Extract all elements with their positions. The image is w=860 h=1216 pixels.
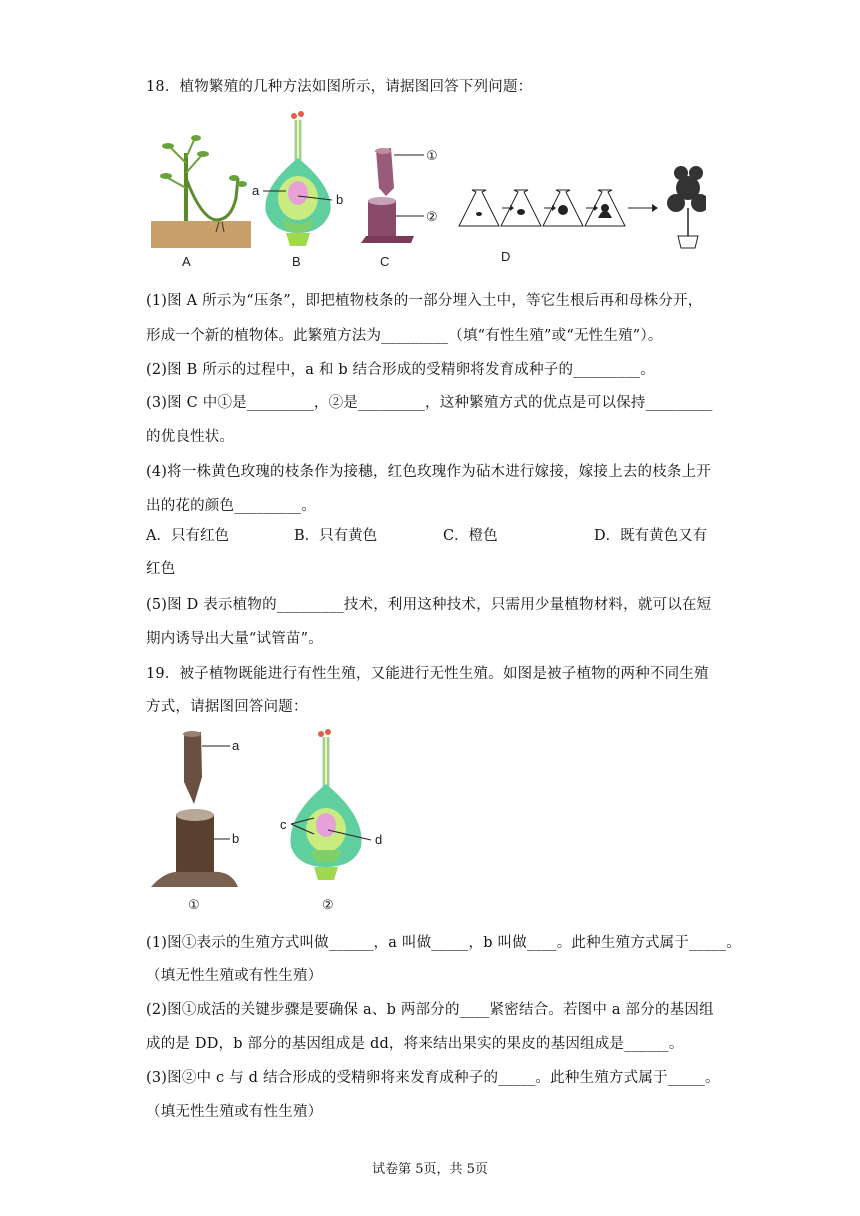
figure-2-label-d: d <box>375 832 383 847</box>
q18-option-b: B．只有黄色 <box>294 528 378 544</box>
q18-option-c: C．橙色 <box>443 528 498 544</box>
q18-figure <box>146 108 706 273</box>
figure-b-label-a: a <box>252 183 260 198</box>
q18-stem: 18．植物繁殖的几种方法如图所示，请据图回答下列问题： <box>146 79 533 95</box>
q18-part1-line1: (1)图 A 所示为“压条”，即把植物枝条的一部分埋入土中，等它生根后再和母株分开， <box>146 293 703 309</box>
figure-2-label: ② <box>322 897 334 912</box>
figure-d-label: D <box>501 249 511 264</box>
figure-d-potted-plant <box>667 166 706 248</box>
q19-part1-line2: （填无性生殖或有性生殖） <box>146 968 323 984</box>
q18-part3-line1: (3)图 C 中①是_________，②是_________，这种繁殖方式的优点是可以保持_________ <box>146 395 713 411</box>
q19-figure <box>146 722 406 917</box>
q18-part1-line2: 形成一个新的植物体。此繁殖方法为_________（填“有性生殖”或“无性生殖”）。 <box>146 328 663 344</box>
q19-part2-line2: 成的是 DD，b 部分的基因组成是 dd，将来结出果实的果皮的基因组成是______。 <box>146 1036 684 1052</box>
figure-b-label: B <box>292 254 301 269</box>
q18-part5-line2: 期内诱导出大量“试管苗”。 <box>146 631 323 647</box>
figure-c-grafting <box>361 148 414 243</box>
q18-option-d: D．既有黄色又有 <box>594 528 708 544</box>
figure-2-label-c: c <box>280 817 287 832</box>
q19-part1-line1: (1)图①表示的生殖方式叫做______，a 叫做_____，b 叫做____。此种生殖方式属于_____。 <box>146 935 741 951</box>
figure-1-label: ① <box>188 897 200 912</box>
figure-1-label-a: a <box>232 738 240 753</box>
q19-stem-line1: 19．被子植物既能进行有性生殖，又能进行无性生殖。如图是被子植物的两种不同生殖 <box>146 666 709 682</box>
figure-1-grafting <box>151 731 238 887</box>
figure-2-pistil <box>290 729 361 880</box>
q19-part3-line1: (3)图②中 c 与 d 结合形成的受精卵将来发育成种子的_____。此种生殖方式属于_____。 <box>146 1070 720 1086</box>
q19-part2-line1: (2)图①成活的关键步骤是要确保 a、b 两部分的____紧密结合。若图中 a 部分的基因组 <box>146 1002 714 1018</box>
q19-part3-line2: （填无性生殖或有性生殖） <box>146 1104 323 1120</box>
q18-part5-line1: (5)图 D 表示植物的_________技术，利用这种技术，只需用少量植物材料，就可以在短 <box>146 597 712 613</box>
figure-c-label-2: ② <box>426 209 438 224</box>
page-footer: 试卷第 5页，共 5页 <box>372 1162 488 1177</box>
figure-b-pistil <box>265 111 330 246</box>
q18-option-a: A．只有红色 <box>146 528 229 544</box>
figure-1-label-b: b <box>232 831 240 846</box>
q18-part4-line2: 出的花的颜色_________。 <box>146 498 316 514</box>
figure-a-label: A <box>182 254 191 269</box>
figure-d-growth <box>476 204 612 218</box>
figure-c-label-1: ① <box>426 148 438 163</box>
q18-option-d-continued: 红色 <box>146 561 176 577</box>
figure-c-label: C <box>380 254 390 269</box>
q18-part4-line1: (4)将一株黄色玫瑰的枝条作为接穗，红色玫瑰作为砧木进行嫁接，嫁接上去的枝条上开 <box>146 464 712 480</box>
figure-b-label-b: b <box>336 192 344 207</box>
figure-a-layering <box>151 135 251 248</box>
q18-part2: (2)图 B 所示的过程中，a 和 b 结合形成的受精卵将发育成种子的_________。 <box>146 362 655 378</box>
q18-part3-line2: 的优良性状。 <box>146 429 235 445</box>
q19-stem-line2: 方式，请据图回答问题： <box>146 699 308 715</box>
